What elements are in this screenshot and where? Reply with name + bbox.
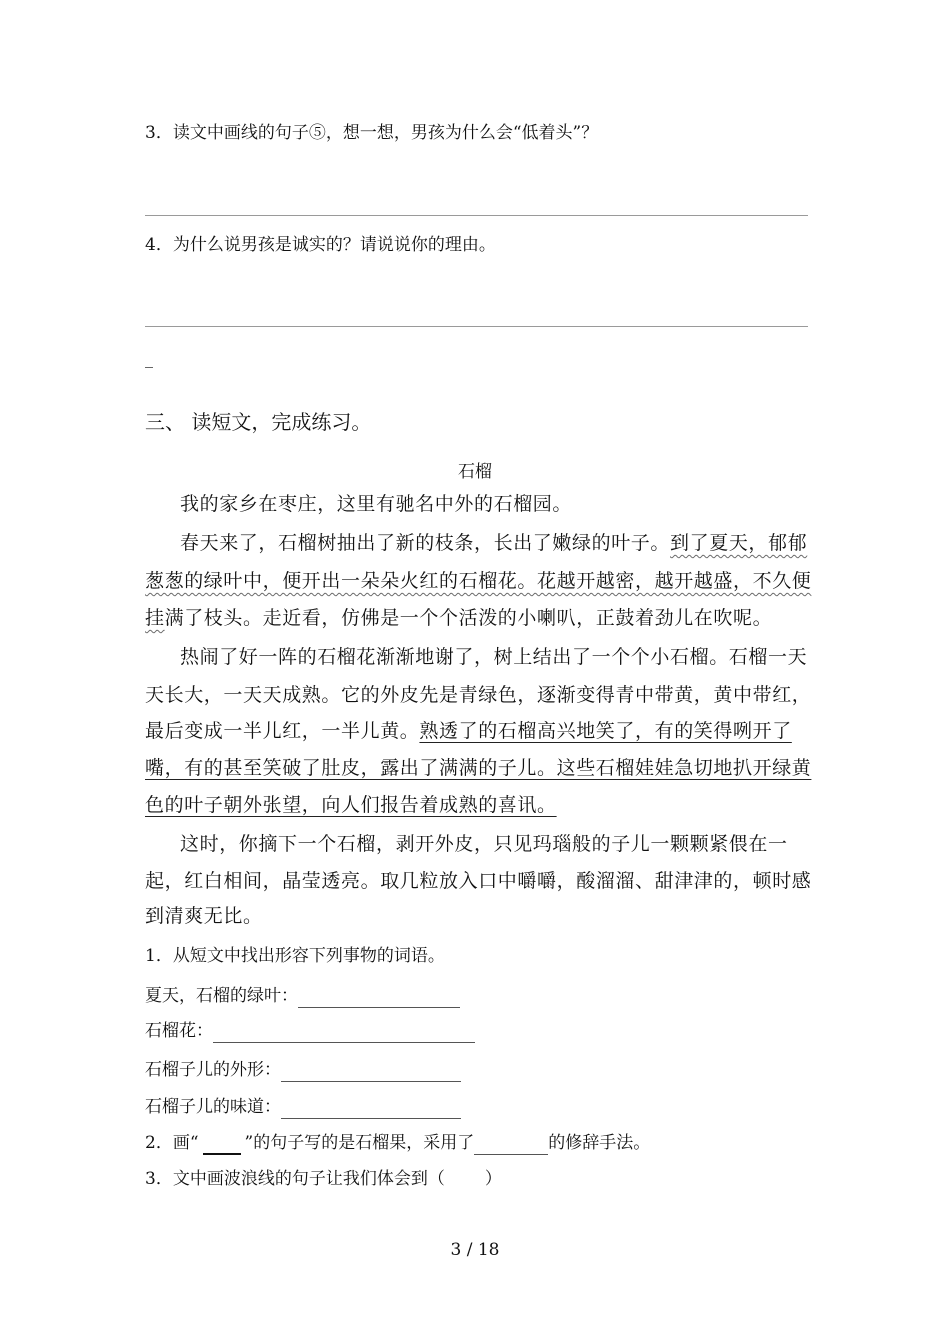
answer-blank[interactable]	[213, 1024, 475, 1043]
underlined-sentence: 色的叶子朝外张望，向人们报告着成熟的喜讯。	[145, 794, 557, 816]
item-label: 石榴子儿的外形：	[145, 1060, 281, 1080]
paragraph-3-line-2: 天长大，一天天成熟。它的外皮先是青绿色，逐渐变得青中带黄，黄中带红，	[145, 684, 812, 706]
item-label: 石榴花：	[145, 1021, 213, 1041]
underlined-sentence: 熟透了的石榴高兴地笑了，有的笑得咧开了	[419, 720, 792, 742]
wavy-underlined-text: 葱葱的绿叶中，便开出一朵朵火红的石榴花。花越开越密，越开越盛，不久便	[145, 570, 812, 592]
exercise-1-item-flower	[145, 1019, 475, 1043]
paragraph-2-plain-text: 满了枝头。走近看，仿佛是一个个活泼的小喇叭，正鼓着劲儿在吹呢。	[164, 607, 773, 629]
passage-title: 石榴	[458, 462, 492, 482]
item-label: 夏天，石榴的绿叶：	[145, 986, 298, 1006]
paragraph-4-line-2: 起，红白相间，晶莹透亮。取几粒放入口中嚼嚼，酸溜溜、甜津津的，顿时感	[145, 870, 812, 892]
paragraph-3-line-5	[145, 793, 557, 817]
item-label: 石榴子儿的味道：	[145, 1097, 281, 1117]
paragraph-2-plain-text: 春天来了，石榴树抽出了新的枝条，长出了嫩绿的叶子。	[180, 532, 671, 554]
exercise-1-prompt: 1．从短文中找出形容下列事物的词语。	[145, 946, 445, 966]
paragraph-3-line-3	[145, 719, 792, 743]
question-3-low-head: 3．读文中画线的句子⑤，想一想，男孩为什么会“低着头”？	[145, 123, 599, 143]
section-3-heading: 三、 读短文，完成练习。	[145, 410, 372, 434]
exercise-2-text-a: 2．画“	[145, 1133, 199, 1153]
exercise-3	[145, 1167, 502, 1191]
exercise-1-item-leaves	[145, 984, 460, 1008]
question-4-honest: 4．为什么说男孩是诚实的？请说说你的理由。	[145, 235, 496, 255]
exercise-1-item-seed-shape	[145, 1058, 461, 1082]
paragraph-1: 我的家乡在枣庄，这里有驰名中外的石榴园。	[180, 493, 573, 515]
paragraph-4-line-1: 这时，你摘下一个石榴，剥开外皮，只见玛瑙般的子儿一颗颗紧偎在一	[180, 833, 788, 855]
paragraph-3-line-1: 热闹了好一阵的石榴花渐渐地谢了，树上结出了一个个小石榴。石榴一天	[180, 646, 808, 668]
answer-blank[interactable]	[298, 989, 460, 1008]
trailing-dash-mark	[145, 367, 153, 368]
answer-blank[interactable]	[281, 1100, 461, 1119]
answer-line-q4	[145, 326, 808, 327]
paragraph-4-line-3: 到清爽无比。	[145, 905, 263, 927]
answer-blank[interactable]	[474, 1136, 548, 1155]
paragraph-2-line-3	[145, 606, 772, 630]
exercise-2-text-c: 的修辞手法。	[548, 1133, 651, 1153]
exercise-3-text-b: ）	[484, 1169, 502, 1189]
answer-blank[interactable]	[281, 1063, 461, 1082]
exercise-2-text-b: ”的句子写的是石榴果，采用了	[244, 1133, 475, 1153]
exercise-1-item-seed-taste	[145, 1095, 461, 1119]
page-number: 3 / 18	[450, 1240, 500, 1260]
paragraph-2-line-1	[180, 531, 807, 555]
answer-line-q3	[145, 215, 808, 216]
wavy-underlined-text: 到了夏天，郁郁	[670, 532, 808, 554]
paragraph-3-line-4	[145, 756, 811, 780]
underlined-sentence: 嘴，有的甚至笑破了肚皮，露出了满满的子儿。这些石榴娃娃急切地扒开绿黄	[145, 757, 812, 779]
wavy-underlined-text: 挂	[145, 607, 165, 629]
underline-symbol	[203, 1135, 241, 1155]
exercise-3-text-a: 3．文中画波浪线的句子让我们体会到（	[145, 1169, 445, 1189]
paragraph-2-line-2	[145, 569, 811, 593]
paragraph-3-plain-text: 最后变成一半儿红，一半儿黄。	[145, 720, 420, 742]
exercise-2	[145, 1131, 650, 1155]
